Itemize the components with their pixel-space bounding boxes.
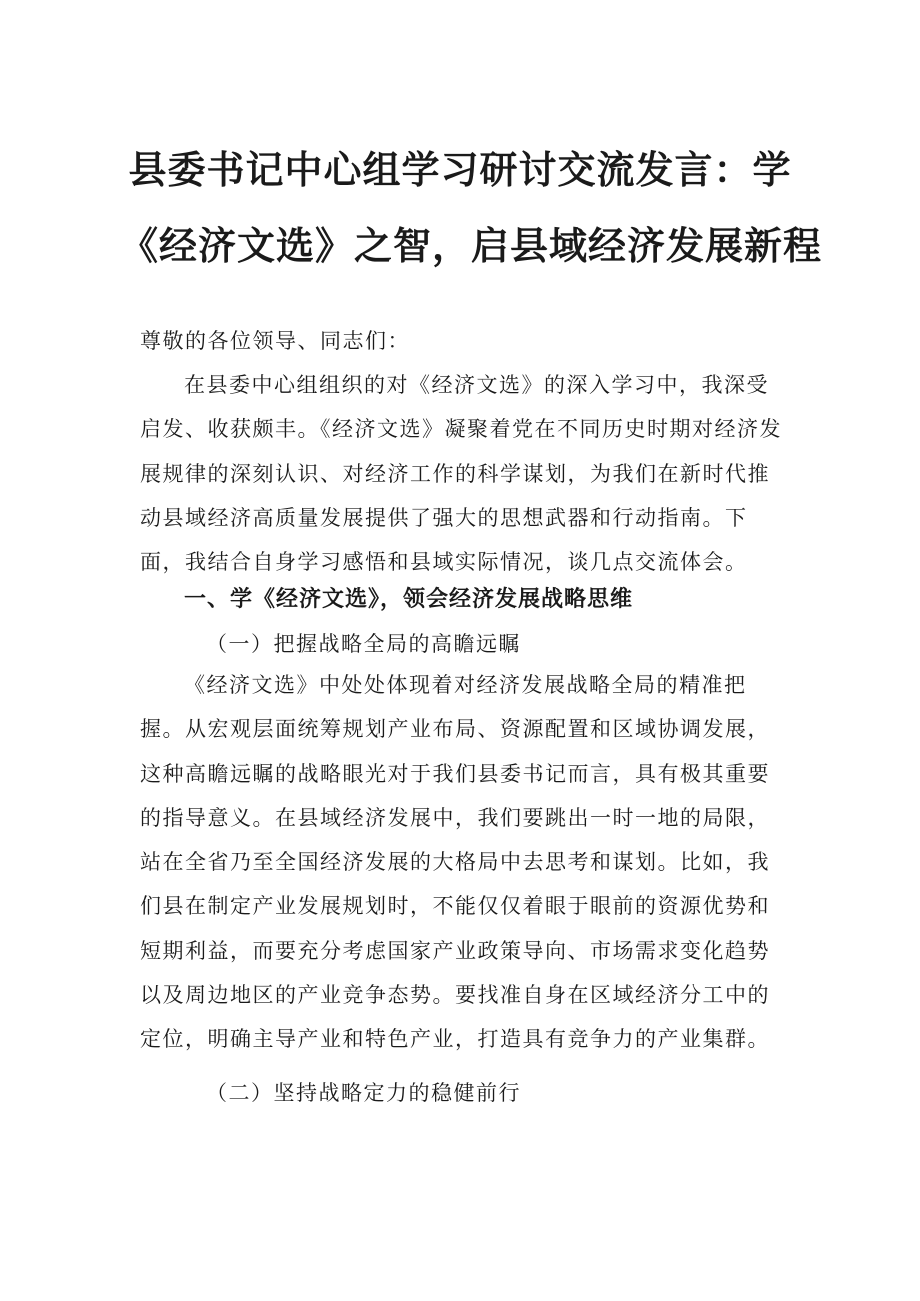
document-title-line-1: 县委书记中心组学习研讨交流发言：学 [128,148,792,192]
section-heading-1: 一、学《经济文选》，领会经济发展战略思维 [184,587,634,612]
intro-paragraph: 在县委中心组组织的对《经济文选》的深入学习中，我深受启发、收获颇丰。《经济文选》凝聚着党在不同历史时期对经济发展规律的深刻认识、对经济工作的科学谋划，为我们在新时代推动县域经济高质量发展提供了强大的思想武器和行动指南。下面，我结合自身学习感悟和县域实际情况，谈几点交流体会。 [140,373,782,575]
document-title-line-2: 《经济文选》之智，启县域经济发展新程 [120,224,823,268]
greeting: 尊敬的各位领导、同志们： [140,329,410,353]
subsection-heading-1: （一）把握战略全局的高瞻远瞩 [206,632,521,656]
subsection-heading-2: （二）坚持战略定力的稳健前行 [206,1081,521,1105]
body-paragraph-1: 《经济文选》中处处体现着对经济发展战略全局的精准把握。从宏观层面统筹规划产业布局、资源配置和区域协调发展，这种高瞻远瞩的战略眼光对于我们县委书记而言，具有极其重要的指导意义。在县域经济发展中，我们要跳出一时一地的局限，站在全省乃至全国经济发展的大格局中去思考和谋划。比如，我们县在制定产业发展规划时，不能仅仅着眼于眼前的资源优势和短期利益，而要充分考虑国家产业政策导向、市场需求变化趋势以及周边地区的产业竞争态势。要找准自身在区域经济分工中的定位，明确主导产业和特色产业，打造具有竞争力的产业集群。 [140,673,770,1052]
